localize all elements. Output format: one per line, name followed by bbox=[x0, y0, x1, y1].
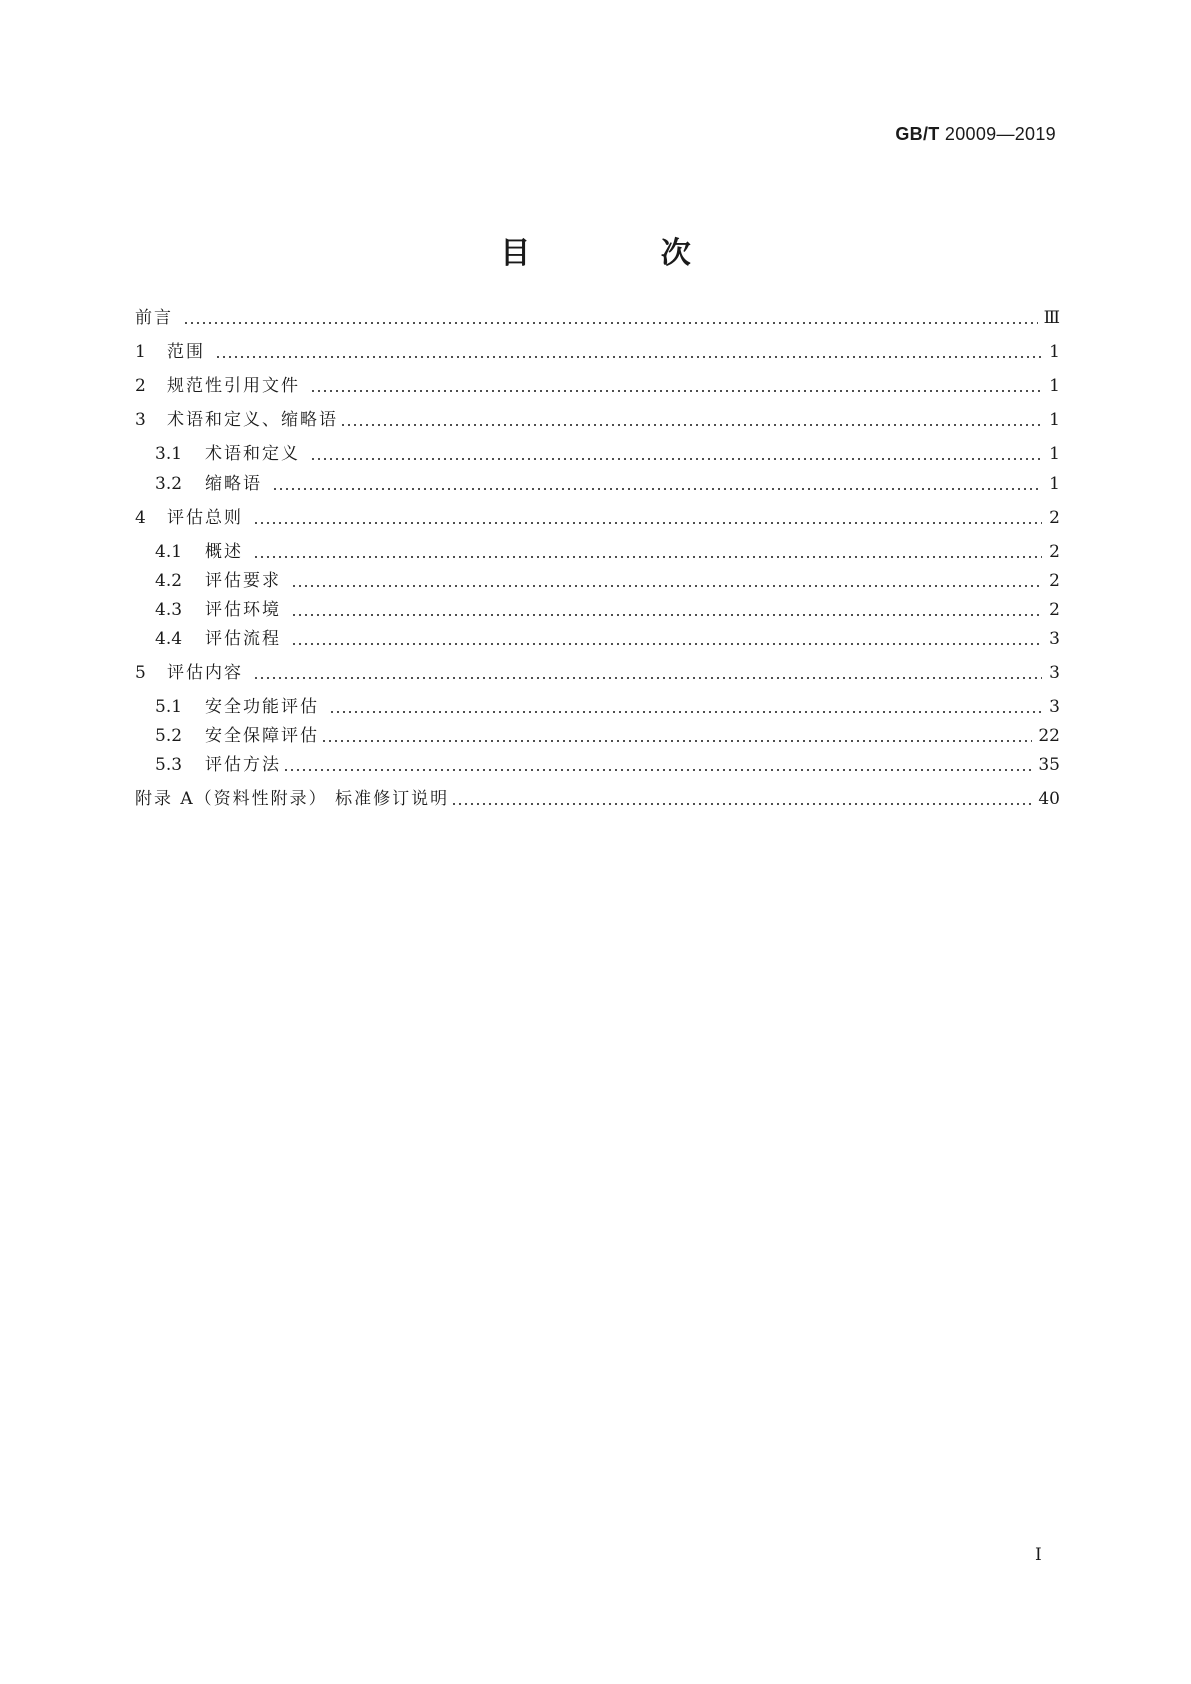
toc-entry-5-3[interactable] bbox=[155, 753, 1060, 777]
toc-dot-leader bbox=[329, 700, 1042, 714]
toc-entry-foreword[interactable] bbox=[135, 306, 1060, 330]
toc-entry-5[interactable] bbox=[135, 661, 1060, 685]
toc-dot-leader bbox=[253, 545, 1042, 559]
toc-entry-page: 1 bbox=[1049, 410, 1060, 430]
toc-entry-number: 4 bbox=[135, 508, 146, 528]
toc-dot-leader bbox=[272, 477, 1042, 491]
toc-entry-5-2[interactable] bbox=[155, 724, 1060, 748]
toc-dot-leader bbox=[215, 345, 1042, 359]
toc-entry-4-3[interactable] bbox=[155, 598, 1060, 622]
toc-dot-leader bbox=[451, 792, 1032, 806]
toc-dot-leader bbox=[291, 632, 1042, 646]
toc-entry-number: 5.3 bbox=[155, 755, 183, 775]
toc-entry-page: 1 bbox=[1049, 376, 1060, 396]
toc-entry-3-2[interactable] bbox=[155, 472, 1060, 496]
toc-dot-leader bbox=[283, 758, 1032, 772]
toc-entry-label: 附录 A（资料性附录） 标准修订说明 bbox=[135, 789, 450, 809]
toc-entry-number: 4.2 bbox=[155, 571, 183, 591]
toc-entry-5-1[interactable] bbox=[155, 695, 1060, 719]
toc-entry-label: 缩略语 bbox=[205, 474, 262, 494]
toc-entry-label: 评估流程 bbox=[205, 629, 281, 649]
toc-dot-leader bbox=[253, 511, 1042, 525]
toc-entry-label: 范围 bbox=[167, 342, 205, 362]
toc-entry-page: 2 bbox=[1049, 600, 1060, 620]
toc-entry-number: 1 bbox=[135, 342, 146, 362]
toc-dot-leader bbox=[310, 447, 1042, 461]
toc-entry-number: 5.1 bbox=[155, 697, 183, 717]
page-title: 目 次 bbox=[500, 236, 751, 271]
toc-entry-3[interactable] bbox=[135, 408, 1060, 432]
toc-dot-leader bbox=[183, 311, 1038, 325]
toc-entry-page: 1 bbox=[1049, 342, 1060, 362]
toc-dot-leader bbox=[321, 729, 1032, 743]
toc-entry-number: 3.2 bbox=[155, 474, 183, 494]
toc-entry-label: 术语和定义 bbox=[205, 444, 300, 464]
toc-entry-page: 2 bbox=[1049, 508, 1060, 528]
toc-entry-label: 安全功能评估 bbox=[205, 697, 319, 717]
toc-entry-page: 2 bbox=[1049, 571, 1060, 591]
toc-entry-number: 4.4 bbox=[155, 629, 183, 649]
toc-entry-page: 3 bbox=[1049, 663, 1060, 683]
toc-dot-leader bbox=[291, 574, 1042, 588]
toc-entry-page: 3 bbox=[1049, 629, 1060, 649]
toc-entry-number: 4.3 bbox=[155, 600, 183, 620]
toc-entry-number: 5 bbox=[135, 663, 146, 683]
toc-entry-page: 2 bbox=[1049, 542, 1060, 562]
toc-entry-label: 概述 bbox=[205, 542, 243, 562]
toc-entry-page: 3 bbox=[1049, 697, 1060, 717]
toc-entry-4-1[interactable] bbox=[155, 540, 1060, 564]
toc-entry-page: 22 bbox=[1038, 726, 1060, 746]
page-number: I bbox=[1035, 1545, 1042, 1565]
toc-entry-label: 安全保障评估 bbox=[205, 726, 319, 746]
toc-entry-label: 评估方法 bbox=[205, 755, 281, 775]
toc-dot-leader bbox=[340, 413, 1042, 427]
toc-entry-number: 5.2 bbox=[155, 726, 183, 746]
toc-entry-4-2[interactable] bbox=[155, 569, 1060, 593]
toc-entry-page: 1 bbox=[1049, 474, 1060, 494]
document-id bbox=[895, 124, 1056, 145]
toc-entry-page: Ⅲ bbox=[1043, 308, 1060, 328]
toc-entry-label: 评估环境 bbox=[205, 600, 281, 620]
toc-entry-number: 3 bbox=[135, 410, 146, 430]
toc-entry-page: 1 bbox=[1049, 444, 1060, 464]
document-prefix: GB/T bbox=[895, 124, 940, 144]
document-number: 20009—2019 bbox=[944, 124, 1056, 144]
toc-entry-label: 评估要求 bbox=[205, 571, 281, 591]
toc-dot-leader bbox=[291, 603, 1042, 617]
toc-entry-3-1[interactable] bbox=[155, 442, 1060, 466]
toc-entry-number: 3.1 bbox=[155, 444, 183, 464]
toc-entry-1[interactable] bbox=[135, 340, 1060, 364]
toc-entry-appendix-a[interactable] bbox=[135, 787, 1060, 811]
toc-entry-2[interactable] bbox=[135, 374, 1060, 398]
toc-entry-label: 评估总则 bbox=[167, 508, 243, 528]
toc-entry-label: 前言 bbox=[135, 308, 173, 328]
toc-entry-label: 规范性引用文件 bbox=[167, 376, 300, 396]
toc-entry-number: 4.1 bbox=[155, 542, 183, 562]
toc-entry-label: 术语和定义、缩略语 bbox=[167, 410, 338, 430]
toc-entry-page: 40 bbox=[1038, 789, 1060, 809]
toc-entry-4-4[interactable] bbox=[155, 627, 1060, 651]
toc-dot-leader bbox=[253, 666, 1042, 680]
toc-entry-number: 2 bbox=[135, 376, 146, 396]
toc-entry-page: 35 bbox=[1038, 755, 1060, 775]
toc-dot-leader bbox=[310, 379, 1042, 393]
toc-entry-label: 评估内容 bbox=[167, 663, 243, 683]
toc-entry-4[interactable] bbox=[135, 506, 1060, 530]
